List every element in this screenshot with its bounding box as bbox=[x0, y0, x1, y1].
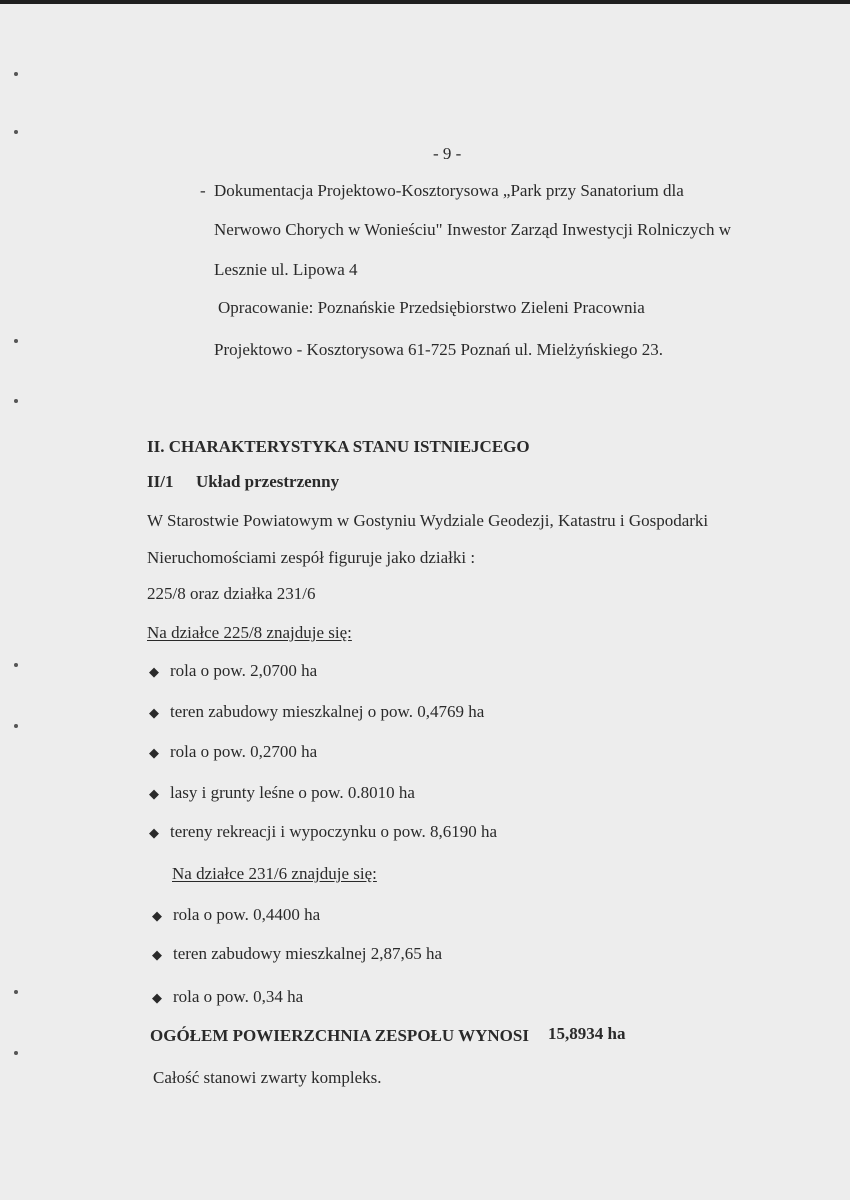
reference-line: Lesznie ul. Lipowa 4 bbox=[214, 260, 358, 279]
diamond-bullet-icon: ◆ bbox=[152, 990, 162, 1005]
paragraph-line: 225/8 oraz działka 231/6 bbox=[147, 584, 316, 603]
diamond-bullet-icon: ◆ bbox=[149, 705, 159, 720]
diamond-bullet-icon: ◆ bbox=[149, 745, 159, 760]
scan-mark bbox=[14, 724, 18, 728]
closing-sentence: Całość stanowi zwarty kompleks. bbox=[153, 1068, 382, 1087]
diamond-bullet-icon: ◆ bbox=[149, 825, 159, 840]
scan-mark bbox=[14, 339, 18, 343]
reference-line: Dokumentacja Projektowo-Kosztorysowa „Park przy Sanatorium dla bbox=[214, 181, 684, 200]
subsection-number: II/1 bbox=[147, 472, 174, 491]
reference-line: Projektowo - Kosztorysowa 61-725 Poznań ul. Mielżyńskiego 23. bbox=[214, 340, 664, 359]
list-item: rola o pow. 0,34 ha bbox=[173, 987, 304, 1006]
list-item: lasy i grunty leśne o pow. 0.8010 ha bbox=[170, 783, 415, 802]
list-item: rola o pow. 0,4400 ha bbox=[173, 905, 321, 924]
scan-mark bbox=[14, 663, 18, 667]
list-item: teren zabudowy mieszkalnej 2,87,65 ha bbox=[173, 944, 443, 963]
scan-mark bbox=[14, 1051, 18, 1055]
list-item: tereny rekreacji i wypoczynku o pow. 8,6190 ha bbox=[170, 822, 497, 841]
list-item: teren zabudowy mieszkalnej o pow. 0,4769 ha bbox=[170, 702, 485, 721]
scan-mark bbox=[14, 399, 18, 403]
paragraph-line: Nieruchomościami zespół figuruje jako działki : bbox=[147, 548, 476, 567]
scan-mark bbox=[14, 72, 18, 76]
list-item: rola o pow. 2,0700 ha bbox=[170, 661, 318, 680]
diamond-bullet-icon: ◆ bbox=[149, 786, 159, 801]
scan-top-edge bbox=[0, 0, 850, 4]
list-item: rola o pow. 0,2700 ha bbox=[170, 742, 318, 761]
diamond-bullet-icon: ◆ bbox=[152, 947, 162, 962]
paragraph-line: W Starostwie Powiatowym w Gostyniu Wydziale Geodezji, Katastru i Gospodarki bbox=[147, 511, 709, 530]
diamond-bullet-icon: ◆ bbox=[149, 664, 159, 679]
page-number: - 9 - bbox=[433, 144, 462, 163]
reference-line: Nerwowo Chorych w Wonieściu" Inwestor Zarząd Inwestycji Rolniczych w bbox=[214, 220, 732, 239]
diamond-bullet-icon: ◆ bbox=[152, 908, 162, 923]
reference-dash: - bbox=[200, 181, 206, 200]
total-label: OGÓŁEM POWIERZCHNIA ZESPOŁU WYNOSI bbox=[150, 1026, 529, 1045]
subsection-title: Układ przestrzenny bbox=[196, 472, 340, 491]
reference-line: Opracowanie: Poznańskie Przedsiębiorstwo Zieleni Pracownia bbox=[218, 298, 645, 317]
plot-heading: Na działce 231/6 znajduje się: bbox=[172, 864, 377, 883]
section-heading: II. CHARAKTERYSTYKA STANU ISTNIEJCEGO bbox=[147, 437, 530, 456]
scan-mark bbox=[14, 130, 18, 134]
total-value: 15,8934 ha bbox=[548, 1024, 626, 1043]
scan-mark bbox=[14, 990, 18, 994]
plot-heading: Na działce 225/8 znajduje się: bbox=[147, 623, 352, 642]
